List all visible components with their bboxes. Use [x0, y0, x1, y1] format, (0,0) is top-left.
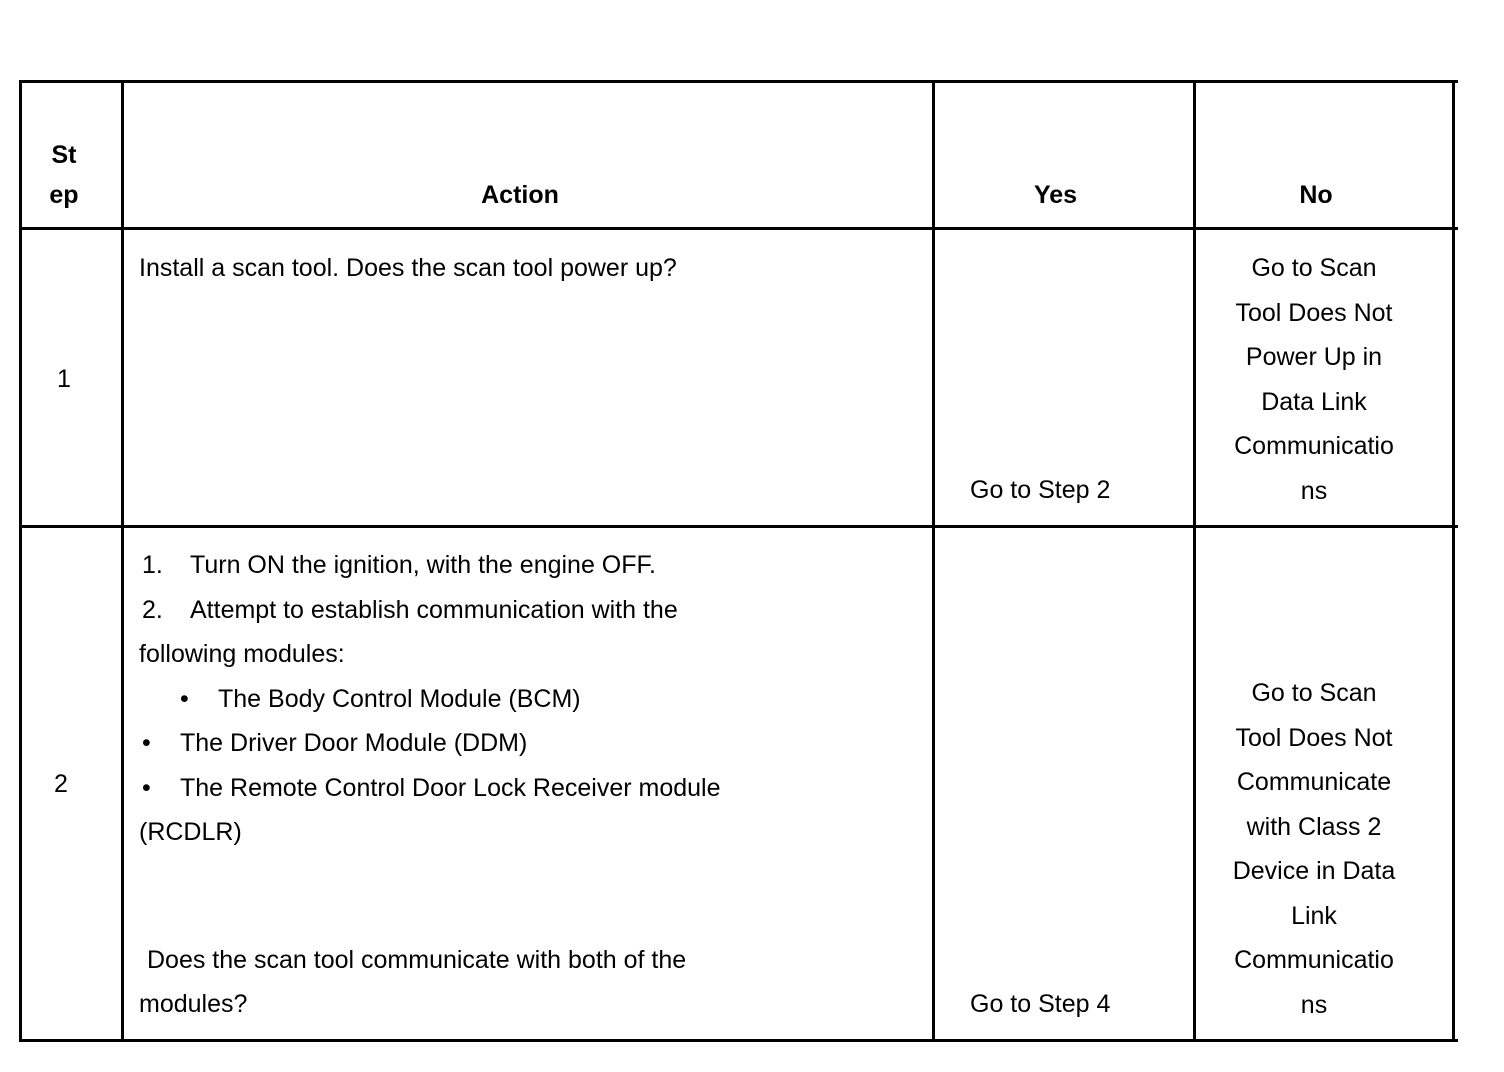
- header-bottom-border: [19, 227, 1458, 230]
- row2-action-item2-cont: following modules:: [139, 640, 345, 668]
- step-action-divider: [121, 80, 124, 1042]
- action-yes-divider: [932, 80, 935, 1042]
- row2-step: 2: [54, 770, 68, 798]
- row2-no: [1196, 671, 1432, 1027]
- row2-no-line: with Class 2: [1246, 812, 1382, 841]
- row1-no-line: Go to Scan: [1251, 254, 1377, 282]
- row1-step: 1: [57, 365, 71, 393]
- list-item-text: Attempt to establish communication with the: [190, 596, 678, 624]
- row2-no-line: Link: [1291, 901, 1337, 930]
- row1-no-line: Data Link: [1261, 387, 1367, 416]
- row2-action-bullet3-cont: (RCDLR): [139, 818, 242, 846]
- row2-no-line: Communicate: [1236, 768, 1392, 796]
- header-yes: Yes: [1033, 181, 1078, 209]
- row2-action-item1: [142, 543, 656, 588]
- row1-action: Install a scan tool. Does the scan tool power up?: [139, 254, 677, 282]
- row2-action-question2: modules?: [139, 990, 248, 1018]
- row1-no-line: Power Up in: [1245, 343, 1383, 371]
- row2-action-bullet1: [180, 677, 581, 722]
- row2-no-line: Tool Does Not: [1235, 723, 1393, 752]
- row2-action-item2: [142, 588, 678, 633]
- row2-action-bullet2: [142, 721, 527, 766]
- row1-no-line: ns: [1300, 476, 1328, 505]
- bullet-glyph: •: [142, 729, 151, 757]
- row2-action-bullet3: [142, 766, 721, 811]
- bullet-text: The Remote Control Door Lock Receiver module: [180, 774, 721, 802]
- list-number: 1.: [142, 551, 163, 579]
- row1-yes: Go to Step 2: [970, 476, 1111, 504]
- header-step: [22, 135, 106, 215]
- row2-action-question1: Does the scan tool communicate with both of the: [147, 946, 687, 974]
- list-number: 2.: [142, 596, 163, 624]
- table-right-border: [1452, 80, 1455, 1042]
- row2-yes: Go to Step 4: [970, 990, 1111, 1018]
- bullet-text: The Driver Door Module (DDM): [180, 729, 528, 757]
- row2-no-line: Device in Data: [1232, 857, 1396, 885]
- bullet-text: The Body Control Module (BCM): [218, 685, 581, 713]
- row2-no-line: Go to Scan: [1251, 679, 1377, 707]
- header-no: No: [1299, 181, 1333, 209]
- list-item-text: Turn ON the ignition, with the engine OFF.: [190, 551, 656, 579]
- table-left-border: [19, 80, 22, 1042]
- table-bottom-border: [19, 1039, 1458, 1042]
- header-action: Action: [481, 181, 559, 209]
- row1-no-line: Communicatio: [1234, 432, 1394, 460]
- row2-no-line: Communicatio: [1234, 946, 1394, 974]
- table-top-border: [19, 80, 1458, 83]
- header-step-line1: St: [51, 141, 77, 169]
- row1-no: [1196, 246, 1432, 513]
- row1-no-line: Tool Does Not: [1235, 298, 1393, 327]
- row1-bottom-border: [19, 525, 1458, 528]
- bullet-glyph: •: [142, 774, 151, 802]
- header-step-line2: ep: [49, 181, 79, 209]
- row2-no-line: ns: [1300, 990, 1328, 1019]
- bullet-glyph: •: [180, 685, 189, 713]
